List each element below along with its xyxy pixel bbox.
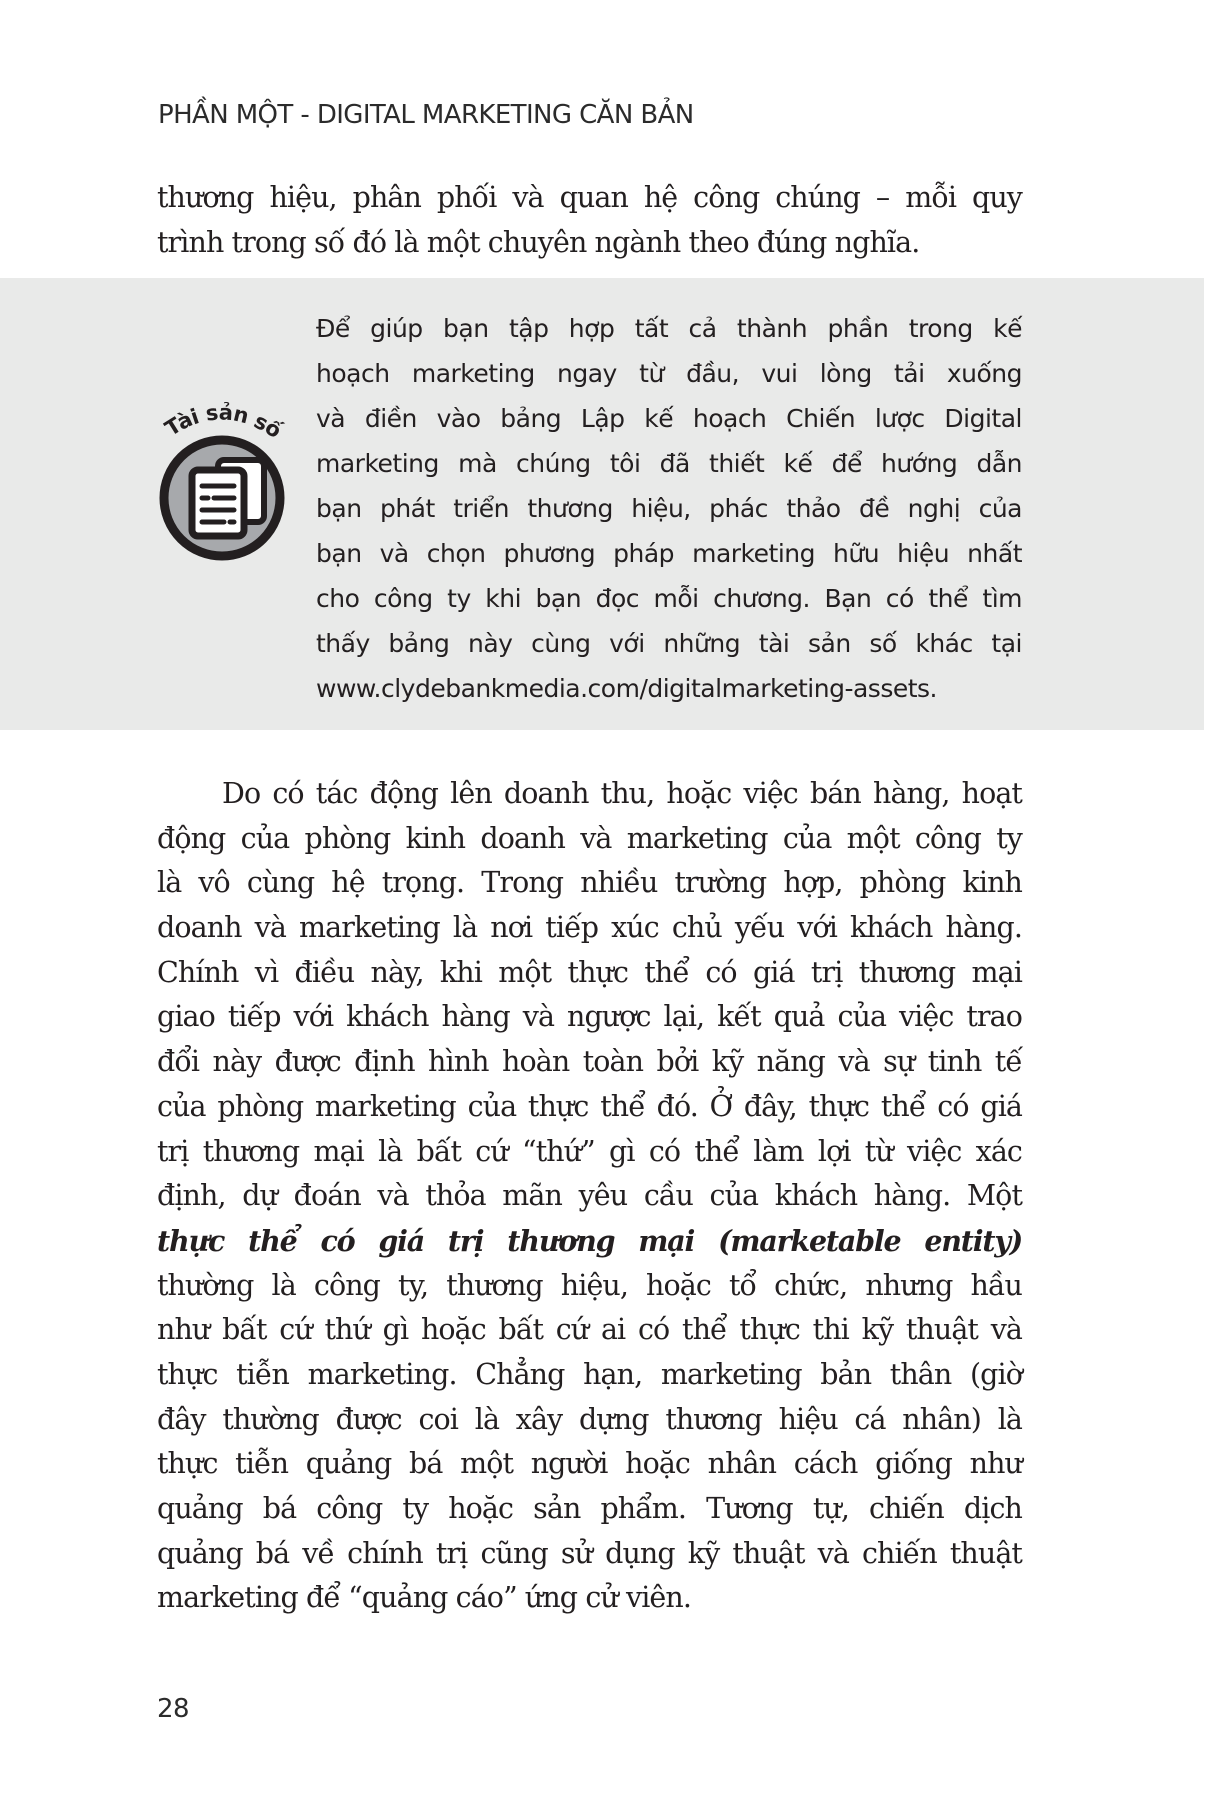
- paragraph-line: quảng bá công ty hoặc sản phẩm. Tương tự, chiến dịch: [157, 1492, 1022, 1525]
- paragraph-line: thường là công ty, thương hiệu, hoặc tổ chức, nhưng hầu: [157, 1268, 1022, 1302]
- paragraph-line: đây thường được coi là xây dựng thương hiệu cá nhân) là: [157, 1402, 1022, 1436]
- paragraph-line: thương hiệu, phân phối và quan hệ công chúng – mỗi quy: [157, 181, 1022, 214]
- continued-paragraph: [157, 176, 1022, 265]
- paragraph-line: thực tiễn quảng bá một người hoặc nhân cách giống như: [157, 1447, 1022, 1481]
- paragraph-line: marketing để “quảng cáo” ứng cử viên.: [157, 1581, 691, 1615]
- callout-line: hoạch marketing ngay từ đầu, vui lòng tải xuống: [316, 359, 1022, 388]
- paragraph-line: Do có tác động lên doanh thu, hoặc việc bán hàng, hoạt: [222, 777, 1022, 810]
- running-header: PHẦN MỘT - DIGITAL MARKETING CĂN BẢN: [158, 100, 694, 130]
- page-number: 28: [157, 1694, 190, 1724]
- digital-asset-badge: [150, 398, 295, 568]
- paragraph-line: Chính vì điều này, khi một thực thể có giá trị thương mại: [157, 955, 1022, 989]
- paragraph-line: quảng bá về chính trị cũng sử dụng kỹ thuật và chiến thuật: [157, 1536, 1022, 1570]
- paragraph-line: đổi này được định hình hoàn toàn bởi kỹ năng và sự tinh tế: [157, 1045, 1022, 1079]
- main-paragraph: [157, 772, 1022, 1621]
- callout-url-line: www.clydebankmedia.com/digitalmarketing-assets.: [316, 674, 937, 703]
- paragraph-line: của phòng marketing của thực thể đó. Ở đây, thực thể có giá: [157, 1089, 1022, 1123]
- callout-line: thấy bảng này cùng với những tài sản số khác tại: [316, 629, 1022, 658]
- callout-line: Để giúp bạn tập hợp tất cả thành phần trong kế: [316, 314, 1022, 343]
- badge-label: Tài sản số: [160, 400, 286, 443]
- defined-term-line: thực thể có giá trị thương mại (marketable entity): [157, 1223, 1022, 1258]
- callout-line: và điền vào bảng Lập kế hoạch Chiến lược Digital: [316, 404, 1022, 433]
- callout-line: cho công ty khi bạn đọc mỗi chương. Bạn có thể tìm: [316, 584, 1022, 613]
- paragraph-line: như bất cứ thứ gì hoặc bất cứ ai có thể thực thi kỹ thuật và: [157, 1313, 1022, 1347]
- paragraph-line: động của phòng kinh doanh và marketing của một công ty: [157, 821, 1022, 855]
- paragraph-line: giao tiếp với khách hàng và ngược lại, kết quả của việc trao: [157, 1000, 1022, 1034]
- paragraph-line: trị thương mại là bất cứ “thứ” gì có thể làm lợi từ việc xác: [157, 1134, 1022, 1168]
- paragraph-line: thực tiễn marketing. Chẳng hạn, marketing bản thân (giờ: [157, 1357, 1022, 1391]
- paragraph-line: trình trong số đó là một chuyên ngành theo đúng nghĩa.: [157, 225, 920, 259]
- digital-asset-documents-icon: [150, 398, 295, 568]
- callout-line: bạn phát triển thương hiệu, phác thảo đề nghị của: [316, 494, 1022, 523]
- paragraph-line: định, dự đoán và thỏa mãn yêu cầu của khách hàng. Một: [157, 1179, 1022, 1213]
- digital-asset-callout-text: [316, 306, 1022, 711]
- callout-line: bạn và chọn phương pháp marketing hữu hiệu nhất: [316, 539, 1022, 568]
- callout-line: marketing mà chúng tôi đã thiết kế để hướng dẫn: [316, 449, 1022, 478]
- paragraph-line: doanh và marketing là nơi tiếp xúc chủ yếu với khách hàng.: [157, 911, 1022, 945]
- paragraph-line: là vô cùng hệ trọng. Trong nhiều trường hợp, phòng kinh: [157, 866, 1022, 900]
